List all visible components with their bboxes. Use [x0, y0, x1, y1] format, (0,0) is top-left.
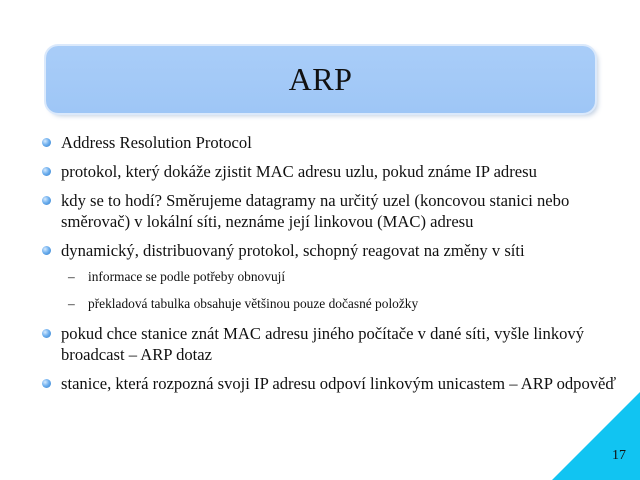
bullet-icon: [42, 196, 51, 205]
corner-decoration: [552, 392, 640, 480]
sub-list: [40, 268, 620, 313]
page-number: 17: [612, 448, 626, 463]
sub-list-item: [40, 268, 620, 286]
slide-content: [40, 132, 620, 402]
sub-list-item: [40, 295, 620, 313]
bullet-text: stanice, která rozpozná svoji IP adresu odpoví linkovým unicastem – ARP odpověď: [61, 374, 617, 393]
bullet-icon: [42, 329, 51, 338]
dash-marker: –: [68, 296, 75, 311]
bullet-text: kdy se to hodí? Směrujeme datagramy na určitý uzel (koncovou stanici nebo směrovač) v lokální síti, neznáme její linkovou (MAC) adresu: [61, 191, 570, 231]
bullet-text: pokud chce stanice znát MAC adresu jiného počítače v dané síti, vyšle linkový broadcast – ARP dotaz: [61, 324, 585, 364]
sub-item-text: informace se podle potřeby obnovují: [88, 269, 286, 284]
bullet-item: [40, 373, 620, 394]
slide-title: ARP: [288, 61, 353, 97]
bullet-text: Address Resolution Protocol: [61, 133, 252, 152]
bullet-icon: [42, 138, 51, 147]
bullet-item: [40, 161, 620, 182]
bullet-item: [40, 190, 620, 232]
bullet-icon: [42, 167, 51, 176]
bullet-icon: [42, 379, 51, 388]
bullet-item: [40, 323, 620, 365]
sub-item-text: překladová tabulka obsahuje většinou pouze dočasné položky: [88, 296, 419, 311]
bullet-item: [40, 132, 620, 153]
bullet-item: [40, 240, 620, 261]
bullet-text: protokol, který dokáže zjistit MAC adresu uzlu, pokud známe IP adresu: [61, 162, 537, 181]
title-box: [46, 46, 595, 113]
dash-marker: –: [68, 269, 75, 284]
bullet-text: dynamický, distribuovaný protokol, schopný reagovat na změny v síti: [61, 241, 525, 260]
bullet-icon: [42, 246, 51, 255]
